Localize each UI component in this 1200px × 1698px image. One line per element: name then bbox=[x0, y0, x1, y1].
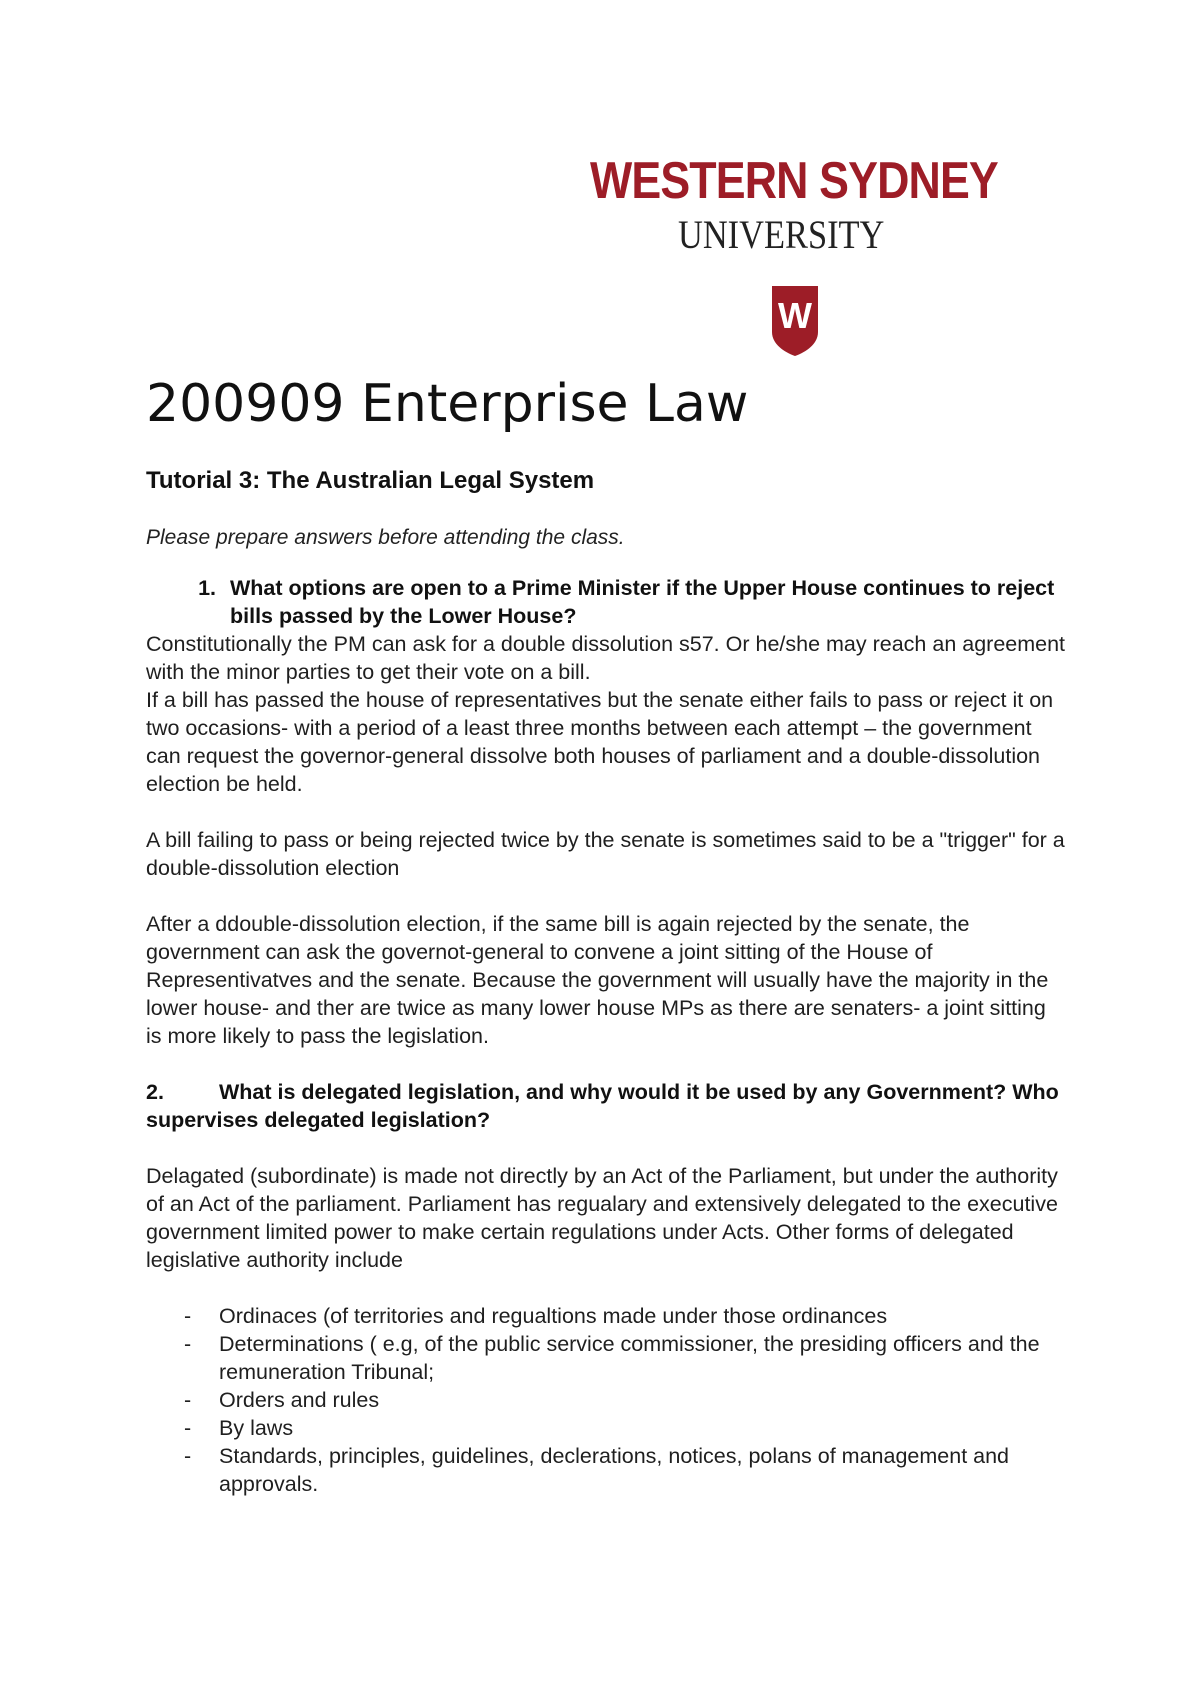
answer-2-paragraph: Delagated (subordinate) is made not directly by an Act of the Parliament, but under the authority of an Act of the parliament. Parliament has regualary and extensively delegated to the executive government limited power to make certain regulations under Acts. Other forms of delegated legislative authority include bbox=[146, 1164, 1058, 1272]
logo-wordmark-line1: WESTERN SYDNEY bbox=[590, 152, 998, 210]
list-item bbox=[146, 1386, 1066, 1414]
question-2-text: What is delegated legislation, and why would it be used by any Government? Who supervises delegated legislation? bbox=[146, 1080, 1059, 1132]
list-item-text: Ordinaces (of territories and regualtions made under those ordinances bbox=[219, 1304, 888, 1328]
university-logo bbox=[590, 150, 1010, 370]
list-item-text: Determinations ( e.g, of the public service commissioner, the presiding officers and the remuneration Tribunal; bbox=[219, 1332, 1040, 1384]
list-item bbox=[146, 1414, 1066, 1442]
shield-icon bbox=[770, 284, 820, 358]
list-item-text: Orders and rules bbox=[219, 1388, 380, 1412]
logo-wordmark-line2: UNIVERSITY bbox=[678, 212, 885, 257]
list-item bbox=[146, 1302, 1066, 1330]
question-1-number: 1. bbox=[198, 576, 216, 600]
list-marker: - bbox=[184, 1304, 192, 1328]
list-item-text: By laws bbox=[219, 1416, 294, 1440]
answer-1-paragraph-4: After a ddouble-dissolution election, if the same bill is again rejected by the senate, the government can ask the governot-general to convene a joint sitting of the House of Representivatves and the senate. Because the government will usually have the majority in the lower house- and ther are twice as many lower house MPs as there are senaters- a joint sitting is more likely to pass the legislation. bbox=[146, 912, 1049, 1048]
question-2-number: 2. bbox=[146, 1080, 164, 1104]
answer-1-paragraph-1: Constitutionally the PM can ask for a double dissolution s57. Or he/she may reach an agreement with the minor parties to get their vote on a bill. bbox=[146, 632, 1066, 684]
list-marker: - bbox=[184, 1416, 192, 1440]
shield-letter: W bbox=[778, 295, 812, 336]
document-title: 200909 Enterprise Law bbox=[146, 374, 749, 434]
list-item-text: Standards, principles, guidelines, declerations, notices, polans of management and approvals. bbox=[219, 1444, 1010, 1496]
list-item bbox=[146, 1330, 1066, 1386]
list-marker: - bbox=[184, 1444, 192, 1468]
document-body bbox=[146, 372, 1066, 1498]
question-2 bbox=[146, 1078, 1066, 1134]
intro-note: Please prepare answers before attending the class. bbox=[146, 526, 625, 549]
tutorial-heading: Tutorial 3: The Australian Legal System bbox=[146, 467, 595, 494]
list-marker: - bbox=[184, 1388, 192, 1412]
answer-1-paragraph-2: If a bill has passed the house of representatives but the senate either fails to pass or reject it on two occasions- with a period of a least three months between each attempt – the government can request the governor-general dissolve both houses of parliament and a double-dissolution election be held. bbox=[146, 688, 1054, 796]
list-item bbox=[146, 1442, 1066, 1498]
question-1-text: What options are open to a Prime Minister if the Upper House continues to reject bills passed by the Lower House? bbox=[230, 576, 1055, 628]
answer-1-paragraph-3: A bill failing to pass or being rejected twice by the senate is sometimes said to be a "trigger" for a double-dissolution election bbox=[146, 828, 1065, 880]
list-marker: - bbox=[184, 1332, 192, 1356]
delegated-authority-list bbox=[146, 1302, 1066, 1498]
question-1 bbox=[146, 574, 1066, 630]
